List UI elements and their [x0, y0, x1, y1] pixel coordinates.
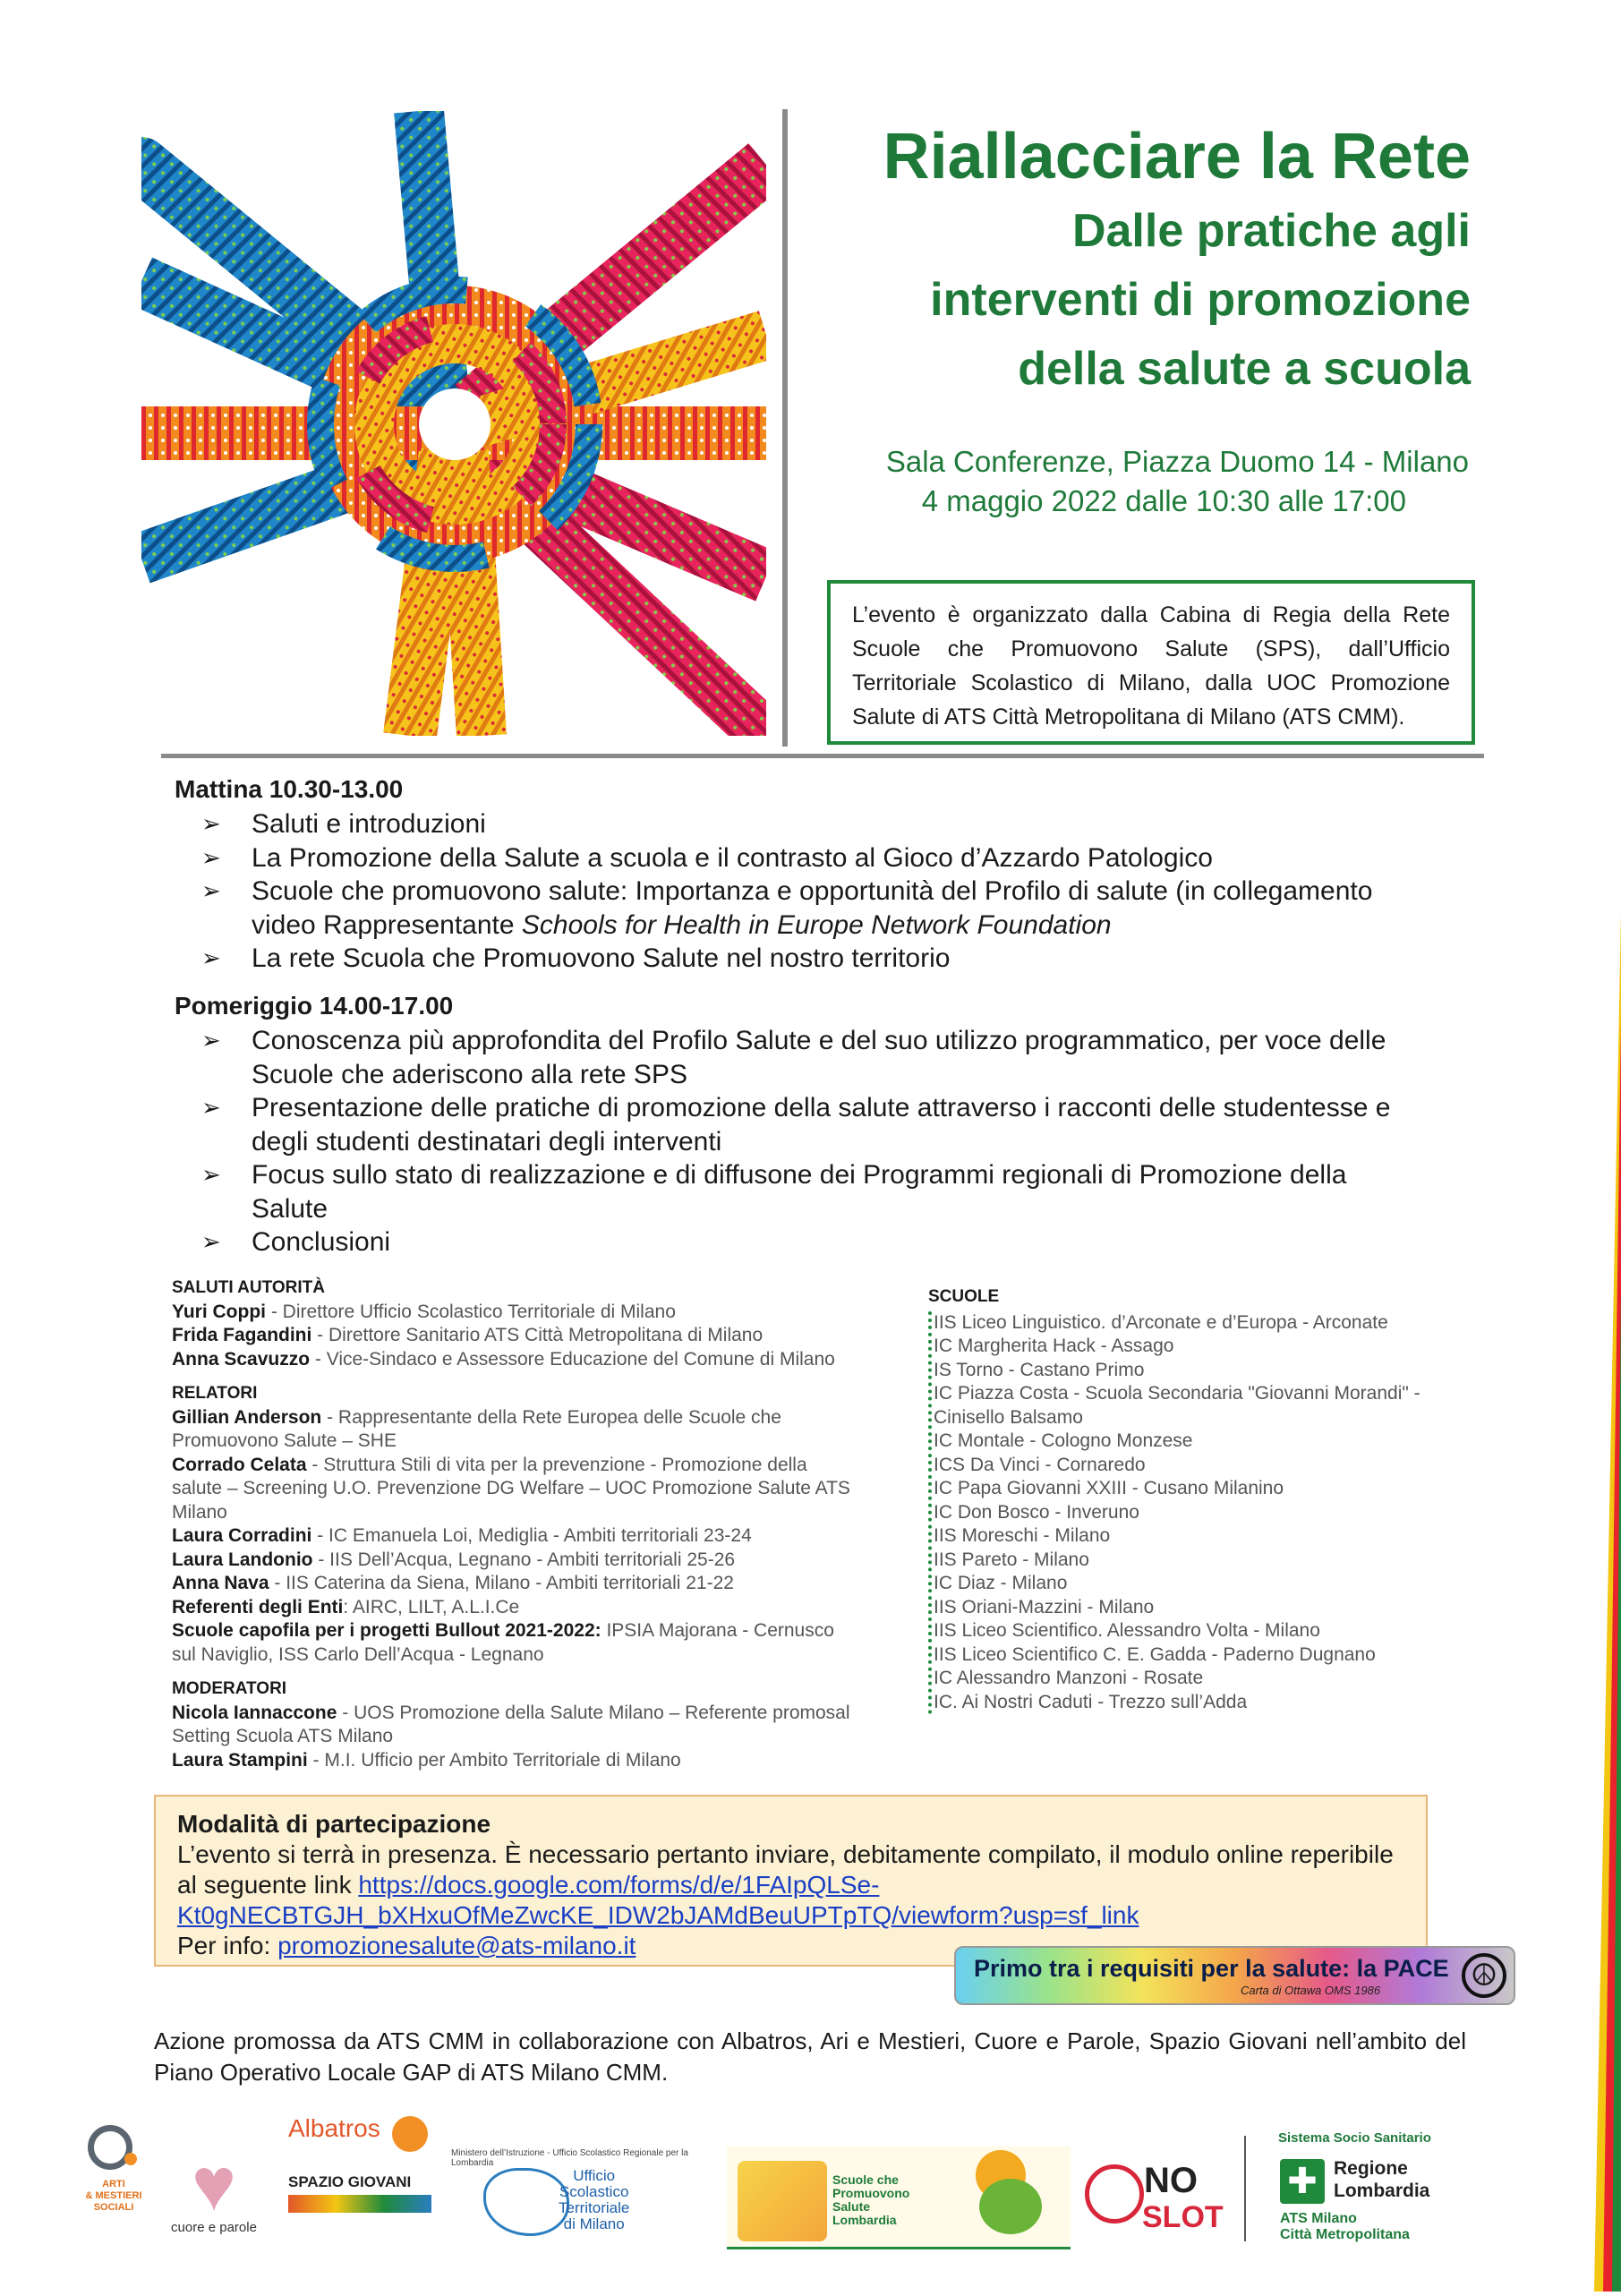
vertical-divider: [782, 109, 788, 747]
albatros-bird-icon: [392, 2116, 428, 2152]
afternoon-item: ➢ Presentazione delle pratiche di promozione della salute attraverso i racconti delle studentesse e degli studenti destinatari degli interventi: [201, 1093, 1391, 1157]
school-item: IIS Liceo Linguistico. d’Arconate e d’Europa - Arconate: [934, 1311, 1388, 1333]
school-item: IIS Liceo Scientifico C. E. Gadda - Paderno Dugnano: [934, 1643, 1376, 1665]
arrow-bullet-icon: ➢: [201, 944, 221, 971]
participation-text: L’evento si terrà in presenza. È necessario pertanto inviare, debitamente compilato, il modulo online reperibile al seguente link: [177, 1840, 1394, 1899]
person-entry: Scuole capofila per i progetti Bullout 2021-2022: IPSIA Majorana - Cernusco sul Naviglio, ISS Carlo Dell’Acqua - Legnano: [172, 1620, 834, 1665]
arrow-bullet-icon: ➢: [201, 1161, 221, 1188]
speakers-list: [172, 1406, 861, 1668]
person-entry: Gillian Anderson - Rappresentante della Rete Europea delle Scuole che Promuovono Salute – SHE: [172, 1406, 781, 1451]
spazio-giovani-logo: SPAZIO GIOVANI: [288, 2173, 412, 2190]
school-item: ICS Da Vinci - Cornaredo: [934, 1454, 1146, 1475]
morning-item: ➢ La Promozione della Salute a scuola e il contrasto al Gioco d’Azzardo Patologico: [175, 841, 1401, 875]
person-entry: Referenti degli Enti: AIRC, LILT, A.L.I.Ce: [172, 1596, 520, 1617]
no-slot-face-icon: [1085, 2164, 1144, 2223]
person-entry: Frida Fagandini - Direttore Sanitario ATS Città Metropolitana di Milano: [172, 1325, 764, 1345]
person-entry: Anna Scavuzzo - Vice-Sindaco e Assessore Educazione del Comune di Milano: [172, 1348, 835, 1370]
people-column: [172, 1269, 861, 1772]
side-stripes-decoration: [1594, 913, 1621, 2292]
school-item: IC. Ai Nostri Caduti - Trezzo sull’Adda: [934, 1691, 1248, 1712]
arrow-bullet-icon: ➢: [201, 843, 221, 871]
school-item: IC Piazza Costa - Scuola Secondaria "Giovanni Morandi" - Cinisello Balsamo: [934, 1383, 1421, 1428]
info-email-link[interactable]: promozionesalute@ats-milano.it: [277, 1932, 636, 1959]
albatros-logo: Albatros: [288, 2114, 380, 2142]
morning-item: ➢ Saluti e introduzioni: [175, 807, 1401, 841]
person-entry: Laura Corradini - IC Emanuela Loi, Mediglia - Ambiti territoriali 23-24: [172, 1525, 752, 1546]
school-item: IIS Moreschi - Milano: [934, 1525, 1111, 1546]
heart-icon: ♥: [192, 2142, 236, 2226]
morning-heading: Mattina 10.30-13.00: [175, 775, 404, 803]
person-entry: Corrado Celata - Struttura Stili di vita per la prevenzione - Promozione della salute – Screening U.O. Prevenzione DG Welfare – UOC Promozione Salute ATS Milano: [172, 1454, 850, 1523]
school-item: IC Papa Giovanni XXIII - Cusano Milanino: [934, 1478, 1284, 1498]
sps-lombardia-logo: Scuole che Promuovono Salute Lombardia: [727, 2147, 1071, 2249]
afternoon-item: ➢ Conclusioni: [175, 1225, 1401, 1259]
sps-hills-icon: [738, 2161, 827, 2241]
person-entry: Anna Nava - IIS Caterina da Siena, Milano - Ambiti territoriali 21-22: [172, 1573, 734, 1593]
lombardia-map-icon: [483, 2168, 569, 2236]
event-title: Riallacciare la Rete: [883, 121, 1471, 192]
person-entry: Laura Stampini - M.I. Ufficio per Ambito Territoriale di Milano: [172, 1749, 681, 1771]
school-item: IC Alessandro Manzoni - Rosate: [934, 1668, 1204, 1688]
logo-divider: [1244, 2136, 1246, 2241]
venue-date: 4 maggio 2022 dalle 10:30 alle 17:00: [921, 484, 1406, 517]
speakers-heading: RELATORI: [172, 1384, 258, 1403]
moderators-list: [172, 1702, 861, 1773]
peace-symbol-icon: ☮: [1462, 1953, 1506, 1998]
person-entry: Laura Landonio - IIS Dell’Acqua, Legnano - Ambiti territoriali 25-26: [172, 1549, 736, 1570]
school-item: IS Torno - Castano Primo: [934, 1359, 1145, 1380]
schools-list: [928, 1311, 1447, 1715]
arrow-bullet-icon: ➢: [201, 1027, 221, 1054]
arti-ring-icon: [88, 2125, 132, 2170]
morning-program: [175, 772, 1401, 976]
arrow-bullet-icon: ➢: [201, 877, 221, 904]
event-subtitle-line-3: della salute a scuola: [1018, 343, 1471, 395]
peace-banner: [954, 1946, 1515, 2005]
peace-banner-caption: Carta di Ottawa OMS 1986: [1241, 1984, 1381, 1997]
morning-item: ➢ Scuole che promuovono salute: Importanza e opportunità del Profilo di salute (in collegamento video Rappresentante Schools for Health in Europe Network Foundation: [201, 876, 1373, 940]
arrow-bullet-icon: ➢: [201, 810, 221, 837]
morning-item: ➢ La rete Scuola che Promuovono Salute nel nostro territorio: [175, 942, 1401, 976]
arti-mestieri-logo: ARTI & MESTIERI SOCIALI: [82, 2125, 145, 2232]
moderators-heading: MODERATORI: [172, 1679, 287, 1698]
participation-box: [154, 1795, 1428, 1967]
participation-title: Modalità di partecipazione: [177, 1810, 491, 1838]
school-item: IIS Pareto - Milano: [934, 1549, 1089, 1570]
person-entry: Nicola Iannaccone - UOS Promozione della Salute Milano – Referente promosal Setting Scuola ATS Milano: [172, 1702, 850, 1746]
venue-location: Sala Conferenze, Piazza Duomo 14 - Milano: [885, 445, 1469, 478]
event-subtitle-line-2: interventi di promozione: [930, 274, 1471, 326]
cuore-parole-logo: ♥ cuore e parole: [165, 2148, 263, 2238]
registration-form-link[interactable]: https://docs.google.com/forms/d/e/1FAIpQLSe-Kt0gNECBTGJH_bXHxuOfMeZwcKE_IDW2bJAMdBeuUPTpTQ/viewform?usp=sf_link: [177, 1871, 1139, 1929]
arrow-bullet-icon: ➢: [201, 1228, 221, 1255]
school-item: IIS Oriani-Mazzini - Milano: [934, 1596, 1155, 1617]
hero-rope-image: [141, 111, 766, 736]
organizer-box: L’evento è organizzato dalla Cabina di Regia della Rete Scuole che Promuovono Salute (SPS), dall’Ufficio Territoriale Scolastico di Milano, dalla UOC Promozione Salute di ATS Città Metropolitana di Milano (ATS CMM).: [827, 580, 1475, 745]
albatros-spazio-logos: [288, 2114, 431, 2240]
no-slot-logo: NO SLOT: [1085, 2159, 1219, 2240]
person-entry: Yuri Coppi - Direttore Ufficio Scolastico Territoriale di Milano: [172, 1301, 676, 1322]
afternoon-program: [175, 988, 1401, 1259]
school-item: IC Montale - Cologno Monzese: [934, 1430, 1193, 1451]
afternoon-heading: Pomeriggio 14.00-17.00: [175, 992, 454, 1020]
footer-text: Azione promossa da ATS CMM in collaborazione con Albatros, Ari e Mestieri, Cuore e Parole, Spazio Giovani nell’ambito del Piano Operativo Locale GAP di ATS Milano CMM.: [154, 2027, 1466, 2086]
school-item: IIS Liceo Scientifico. Alessandro Volta - Milano: [934, 1620, 1320, 1641]
arrow-bullet-icon: ➢: [201, 1094, 221, 1121]
schools-heading: SCUOLE: [928, 1287, 1000, 1306]
afternoon-item: ➢ Conoscenza più approfondita del Profilo Salute e del suo utilizzo programmatico, per voce delle Scuole che aderiscono alla rete SPS: [201, 1026, 1386, 1089]
regione-cross-icon: ✚: [1280, 2159, 1325, 2204]
regione-lombardia-logo: Sistema Socio Sanitario ✚ Regione Lombardia ATS Milano Città Metropolitana: [1278, 2130, 1431, 2242]
authorities-list: [172, 1301, 861, 1372]
peace-banner-text: Primo tra i requisiti per la salute: la PACE: [974, 1955, 1449, 1982]
afternoon-item: ➢ Focus sullo stato di realizzazione e di diffusone dei Programmi regionali di Promozione della Salute: [201, 1160, 1347, 1224]
ust-milano-logo: Ministero dell’Istruzione - Ufficio Scolastico Regionale per la Lombardia Ufficio Scolastico Territoriale di Milano: [451, 2148, 711, 2247]
school-item: IC Diaz - Milano: [934, 1573, 1068, 1593]
event-title-block: [883, 116, 1471, 404]
info-label: Per info:: [177, 1932, 278, 1959]
event-subtitle-line-1: Dalle pratiche agli: [1071, 205, 1471, 257]
venue-block: [886, 442, 1469, 521]
school-item: IC Margherita Hack - Assago: [934, 1336, 1174, 1356]
school-item: IC Don Bosco - Inveruno: [934, 1501, 1139, 1523]
horizontal-divider: [161, 754, 1484, 758]
schools-column: [928, 1278, 1447, 1714]
authorities-heading: SALUTI AUTORITÀ: [172, 1278, 325, 1297]
